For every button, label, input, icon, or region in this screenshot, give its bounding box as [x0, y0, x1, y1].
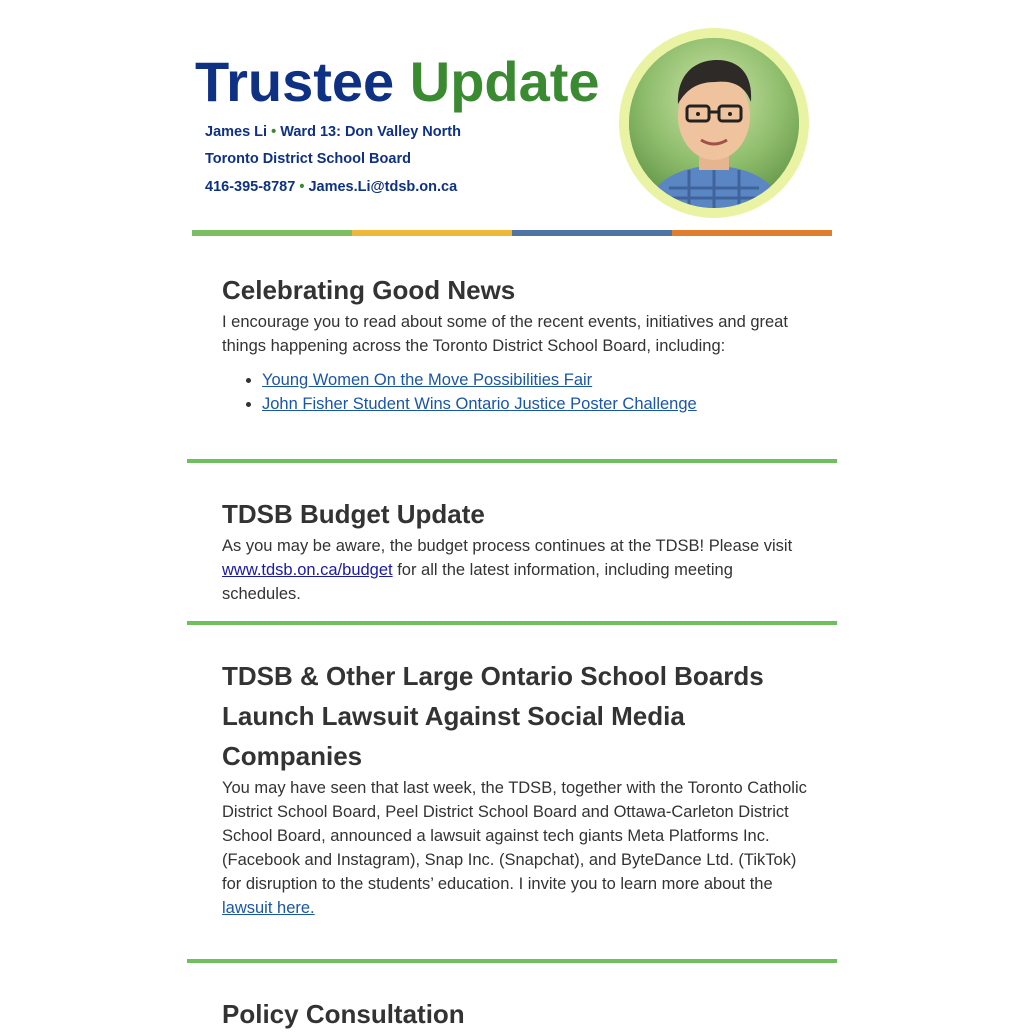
- section-divider: [187, 621, 837, 625]
- contact-line: [205, 179, 457, 195]
- title-word-trustee: Trustee: [195, 50, 395, 113]
- section-divider: [187, 459, 837, 463]
- email-address: James.Li@tdsb.on.ca: [308, 179, 458, 195]
- section-policy-consultation: [222, 994, 812, 1034]
- list-item: [262, 368, 812, 392]
- portrait-illustration: [629, 38, 799, 208]
- section-heading: Celebrating Good News: [222, 275, 516, 305]
- news-link-list: [222, 368, 812, 416]
- section-lawsuit: [222, 656, 812, 920]
- color-bar-orange: [672, 230, 832, 236]
- phone-number: 416-395-8787: [205, 179, 296, 195]
- section-body: [222, 534, 812, 606]
- section-body: [222, 776, 812, 920]
- newsletter-title: [195, 50, 600, 114]
- section-divider: [187, 959, 837, 963]
- board-name: Toronto District School Board: [205, 151, 411, 167]
- section-good-news: [222, 270, 812, 416]
- section-heading: TDSB & Other Large Ontario School Boards Launch Lawsuit Against Social Media Companies: [222, 661, 764, 771]
- color-bar-yellow: [352, 230, 512, 236]
- header-color-bar: [192, 230, 832, 236]
- section-heading: Policy Consultation: [222, 999, 465, 1029]
- separator-dot: •: [299, 179, 305, 195]
- trustee-photo: [629, 38, 799, 208]
- section-body: I encourage you to read about some of the recent events, initiatives and great things happening across the Toronto District School Board, including:: [222, 313, 788, 355]
- trustee-name-ward: [205, 124, 461, 140]
- link-budget-page[interactable]: www.tdsb.on.ca/budget: [222, 561, 393, 579]
- body-text: You may have seen that last week, the TDSB, together with the Toronto Catholic District School Board, Peel District School Board and Ottawa-Carleton District School Board, announced a lawsuit against tech giants Meta Platforms Inc. (Facebook and Instagram), Snap Inc. (Snapchat), and ByteDance Ltd. (TikTok) for disruption to the students’ education. I invite you to learn more about the: [222, 779, 807, 893]
- section-budget-update: [222, 494, 812, 606]
- avatar-frame: [619, 28, 809, 218]
- section-heading: TDSB Budget Update: [222, 499, 485, 529]
- link-lawsuit[interactable]: lawsuit here.: [222, 899, 315, 917]
- body-text: As you may be aware, the budget process continues at the TDSB! Please visit: [222, 537, 793, 555]
- list-item: [262, 392, 812, 416]
- trustee-name: James Li: [205, 124, 268, 140]
- ward-label: Ward 13: Don Valley North: [280, 124, 461, 140]
- color-bar-blue: [512, 230, 672, 236]
- separator-dot: •: [271, 124, 277, 140]
- title-word-update: Update: [409, 50, 600, 113]
- link-young-women-fair[interactable]: Young Women On the Move Possibilities Fair: [262, 371, 593, 389]
- color-bar-green: [192, 230, 352, 236]
- link-john-fisher-poster[interactable]: John Fisher Student Wins Ontario Justice Poster Challenge: [262, 395, 697, 413]
- body-text: for all the latest information, including meeting schedules.: [222, 561, 733, 603]
